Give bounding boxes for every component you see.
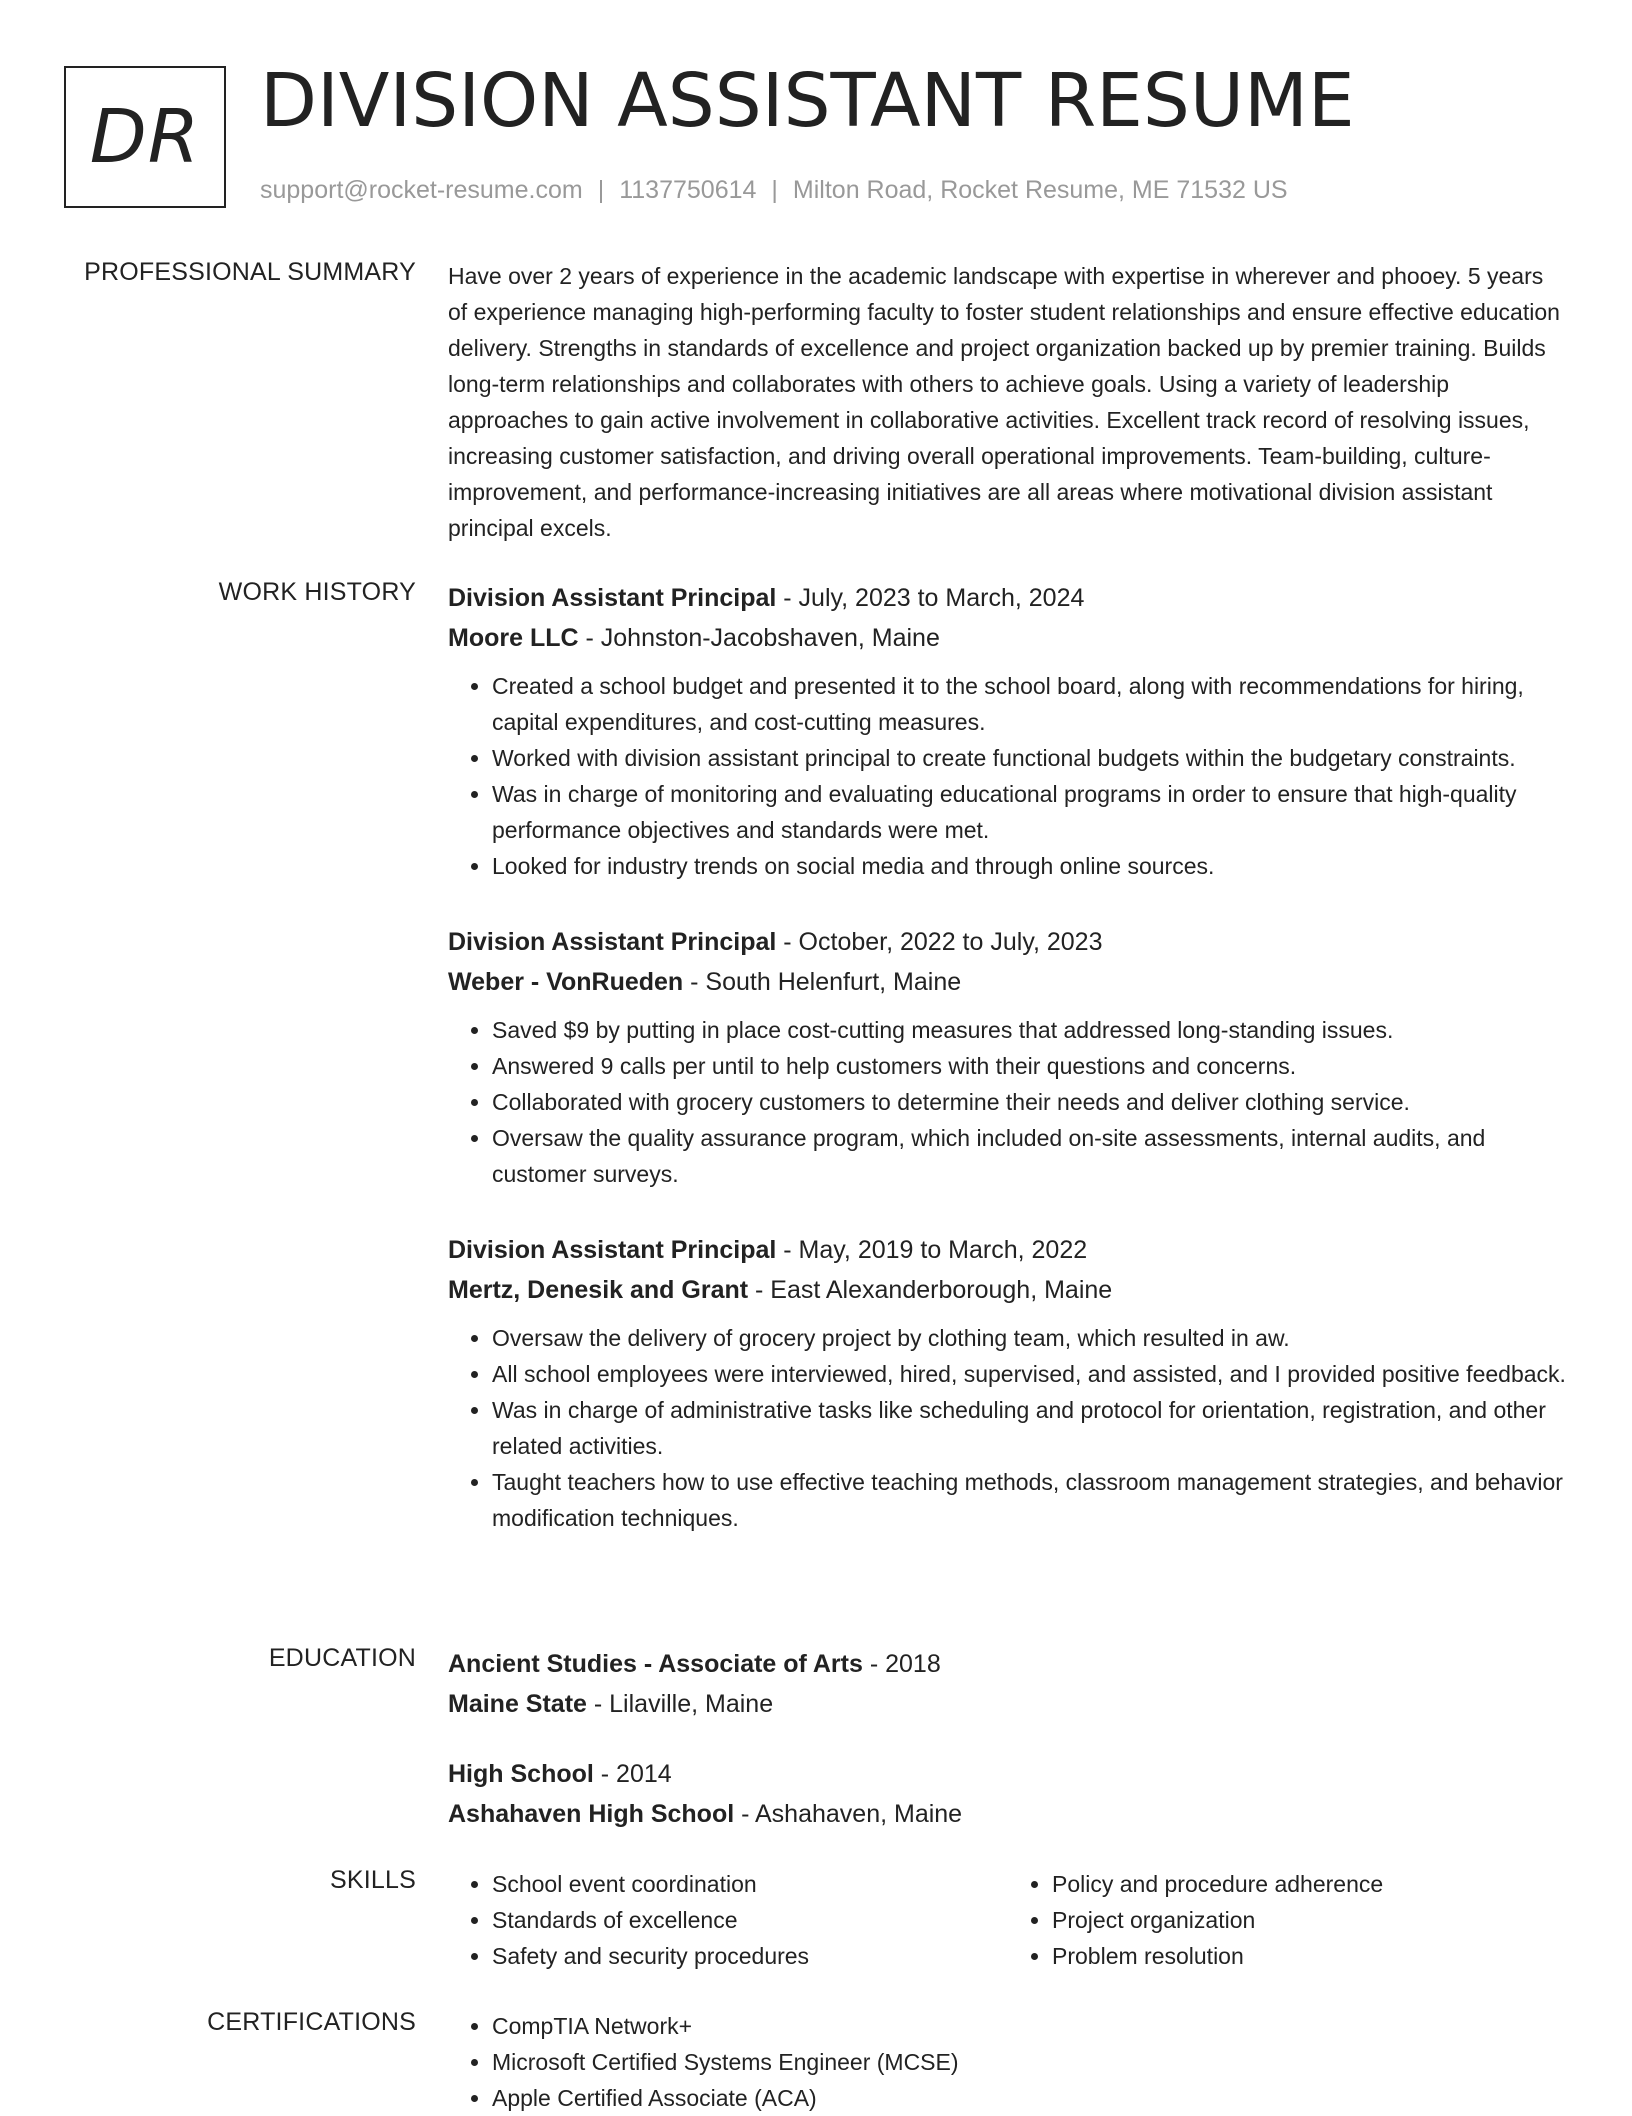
section-label-skills: SKILLS [330,1866,416,1894]
list-item: • Problem resolution [1052,1938,1568,1974]
skills-column-left [448,1866,1008,1974]
job-location: - East Alexanderborough, Maine [748,1276,1113,1304]
job-title-line [448,922,1568,962]
section-label-summary: PROFESSIONAL SUMMARY [84,258,416,286]
skills-column-right [1008,1866,1568,1974]
job-title: Division Assistant Principal [448,584,777,612]
list-item: • Microsoft Certified Systems Engineer (MCSE) [492,2044,1568,2080]
education-entry [448,1754,1568,1834]
section-label-education: EDUCATION [268,1644,416,1672]
summary-text: Have over 2 years of experience in the academic landscape with expertise in wherever and phooey. 5 years of experience managing high-performing faculty to foster student relationships and ensure effective education delivery. Strengths in standards of excellence and project organization backed up by premier training. Builds long-term relationships and collaborates with others to achieve goals. Using a variety of leadership approaches to gain active involvement in collaborative activities. Excellent track record of resolving issues, increasing customer satisfaction, and driving overall operational improvements. Team-building, culture-improvement, and performance-increasing initiatives are all areas where motivational division assistant principal excels. [448,263,1560,541]
education-school: Maine State [448,1690,587,1718]
certifications-list [448,2008,1568,2116]
list-item: • Looked for industry trends on social media and through online sources. [492,848,1568,884]
job-company: Moore LLC [448,624,579,652]
education-year: - 2018 [862,1650,941,1678]
job-company-line [448,618,1568,658]
job-title: Division Assistant Principal [448,1236,777,1264]
job-dates: - October, 2022 to July, 2023 [776,928,1103,956]
job-company-line [448,1270,1568,1310]
list-item: • Oversaw the delivery of grocery project by clothing team, which resulted in aw. [492,1320,1568,1356]
education-degree-line [448,1644,1568,1684]
list-item: • CompTIA Network+ [492,2008,1568,2044]
education-year: - 2014 [593,1760,672,1788]
job-bullets [448,668,1568,884]
job-dates: - May, 2019 to March, 2022 [776,1236,1088,1264]
job-entry [448,578,1568,884]
education-degree: High School [448,1760,594,1788]
list-item: • Standards of excellence [492,1902,1008,1938]
skills-grid [448,1866,1568,1974]
section-label-work: WORK HISTORY [218,578,416,606]
contact-separator: | [771,176,778,204]
list-item: • Worked with division assistant principal to create functional budgets within the budgetary constraints. [492,740,1568,776]
job-title: Division Assistant Principal [448,928,777,956]
job-location: - South Helenfurt, Maine [683,968,962,996]
list-item: • Was in charge of monitoring and evaluating educational programs in order to ensure that high-quality performance objectives and standards were met. [492,776,1568,848]
education-degree: Ancient Studies - Associate of Arts [448,1650,863,1678]
list-item: • Saved $9 by putting in place cost-cutting measures that addressed long-standing issues. [492,1012,1568,1048]
contact-separator: | [597,176,605,204]
job-location: - Johnston-Jacobshaven, Maine [578,624,940,652]
job-company: Mertz, Denesik and Grant [448,1276,749,1304]
education-location: - Ashahaven, Maine [734,1800,963,1828]
education-school-line [448,1794,1568,1834]
education-location: - Lilaville, Maine [586,1690,774,1718]
contact-email: support@rocket-resume.com [260,176,583,204]
education-school: Ashahaven High School [448,1800,735,1828]
job-bullets [448,1012,1568,1192]
job-entry [448,922,1568,1192]
contact-address: Milton Road, Rocket Resume, ME 71532 US [792,176,1288,204]
list-item: • Apple Certified Associate (ACA) [492,2080,1568,2116]
list-item: • Was in charge of administrative tasks like scheduling and protocol for orientation, registration, and other related activities. [492,1392,1568,1464]
job-title-line [448,578,1568,618]
job-company-line [448,962,1568,1002]
job-entry [448,1230,1568,1536]
list-item: • Created a school budget and presented it to the school board, along with recommendations for hiring, capital expenditures, and cost-cutting measures. [492,668,1568,740]
list-item: • School event coordination [492,1866,1008,1902]
list-item: • Taught teachers how to use effective teaching methods, classroom management strategies, and behavior modification techniques. [492,1464,1568,1536]
list-item: • Safety and security procedures [492,1938,1008,1974]
page-title: DIVISION ASSISTANT RESUME [260,58,1355,144]
list-item: • Policy and procedure adherence [1052,1866,1568,1902]
job-bullets [448,1320,1568,1536]
monogram-badge: DR [64,66,226,208]
education-degree-line [448,1754,1568,1794]
contact-phone: 1137750614 [619,176,757,204]
list-item: • Project organization [1052,1902,1568,1938]
list-item: • All school employees were interviewed, hired, supervised, and assisted, and I provided positive feedback. [492,1356,1568,1392]
job-title-line [448,1230,1568,1270]
education-entry [448,1644,1568,1724]
education-school-line [448,1684,1568,1724]
contact-line [260,176,1288,205]
job-dates: - July, 2023 to March, 2024 [776,584,1085,612]
list-item: • Oversaw the quality assurance program, which included on-site assessments, internal audits, and customer surveys. [492,1120,1568,1192]
list-item: • Collaborated with grocery customers to determine their needs and deliver clothing service. [492,1084,1568,1120]
section-label-certifications: CERTIFICATIONS [207,2008,416,2036]
list-item: • Answered 9 calls per until to help customers with their questions and concerns. [492,1048,1568,1084]
job-company: Weber - VonRueden [448,968,684,996]
